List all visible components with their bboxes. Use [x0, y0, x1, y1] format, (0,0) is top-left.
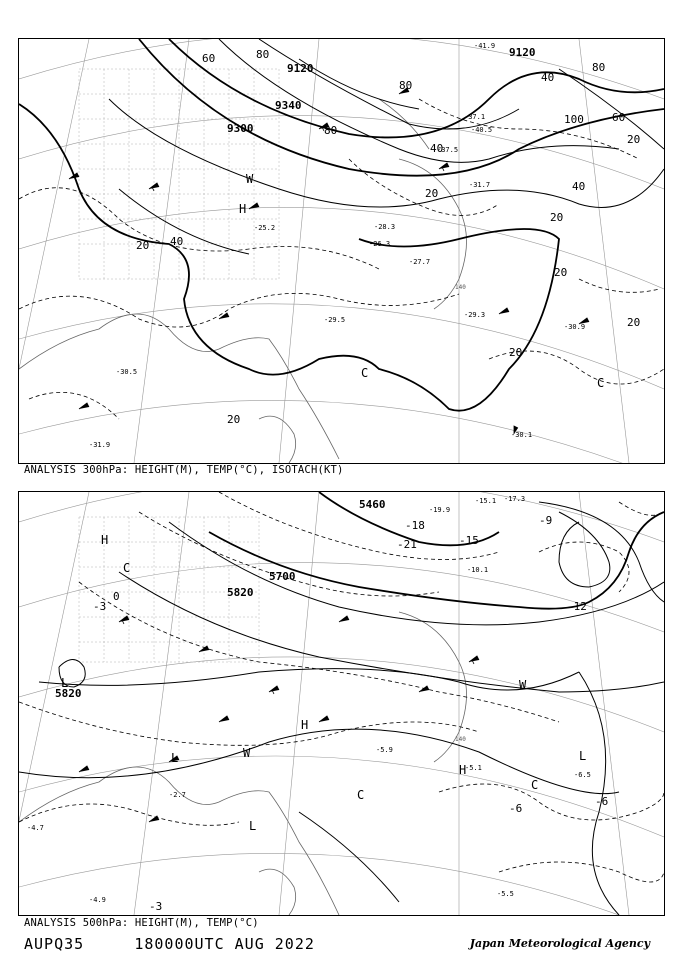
temp-labels-500	[93, 514, 608, 913]
isotach-label: 80	[324, 124, 338, 137]
temp-sample: -37.5	[437, 146, 459, 154]
caption-500hpa: ANALYSIS 500hPa: HEIGHT(M), TEMP(°C)	[24, 917, 259, 929]
isotach-label: 20	[425, 187, 439, 200]
height-labels-500	[55, 498, 386, 700]
temp-sample: -5.1	[465, 764, 482, 772]
map-500hpa-svg	[19, 492, 664, 915]
isotach-labels-300	[136, 48, 640, 426]
valid-time: 180000UTC AUG 2022	[134, 935, 315, 953]
pressure-centers-500	[61, 533, 586, 833]
temp-sample: -28.3	[374, 223, 396, 231]
temp-sample: -30.5	[116, 368, 138, 376]
temp-sample: -40.5	[471, 126, 493, 134]
agency-name: Japan Meteorological Agency	[469, 937, 650, 950]
wind-barbs-300	[69, 88, 589, 434]
warm-center-marker: W	[519, 678, 527, 692]
isotach-label: 60	[202, 52, 216, 65]
cold-center-marker: C	[531, 778, 539, 792]
temp-sample: -5.5	[497, 890, 514, 898]
temp-sample: -5.9	[376, 746, 393, 754]
isotach-label: 20	[627, 316, 641, 329]
longitude-mark-500: 140	[455, 736, 466, 743]
temp-sample: -6.5	[574, 771, 591, 779]
temp-sample: -29.5	[324, 316, 346, 324]
isotach-label: 20	[550, 211, 564, 224]
temp-sample: -2.7	[169, 791, 186, 799]
isotherm-label: -6	[509, 802, 523, 815]
height-label-5700: 5700	[269, 570, 296, 583]
temp-sample: -25.2	[254, 224, 276, 232]
temp-sample: -26.3	[369, 240, 391, 248]
thin-contours-500	[19, 502, 664, 915]
pressure-centers-300	[239, 172, 604, 390]
isotach-label: 20	[554, 266, 568, 279]
isotach-label: 40	[572, 180, 586, 193]
graticule-300	[19, 39, 664, 463]
isotachs-300	[109, 39, 664, 254]
temp-sample: -17.3	[504, 495, 526, 503]
map-panel-300hpa	[18, 38, 665, 464]
temp-sample: -19.9	[429, 506, 451, 514]
height-contours-300	[19, 39, 664, 411]
high-center-marker: H	[301, 718, 309, 732]
cold-center-marker: C	[123, 561, 131, 575]
warm-center-marker: W	[246, 172, 254, 186]
isotach-label: 20	[509, 346, 523, 359]
height-label-9300: 9300	[227, 122, 254, 135]
isotach-label: 80	[399, 79, 413, 92]
low-center-marker: L	[249, 819, 257, 833]
coastline-500	[19, 612, 467, 915]
temp-sample: -31.9	[89, 441, 111, 449]
height-label-9340: 9340	[275, 99, 302, 112]
isotherm-label: -3	[93, 600, 107, 613]
temp-sample: -31.7	[469, 181, 491, 189]
temp-sample: -29.3	[464, 311, 486, 319]
low-center-marker: L	[579, 749, 587, 763]
longitude-mark-300: 140	[455, 284, 466, 291]
isotherm-label: -12	[567, 600, 587, 613]
isotherm-label: -18	[405, 519, 425, 532]
high-center-marker: H	[239, 202, 247, 216]
high-center-marker: H	[101, 533, 109, 547]
isotach-label: 60	[612, 111, 626, 124]
temp-sample: -15.1	[475, 497, 497, 505]
low-center-marker: L	[61, 676, 69, 690]
cold-center-marker: C	[361, 366, 369, 380]
graticule-500	[19, 492, 664, 915]
isotach-label: 80	[256, 48, 270, 61]
height-labels-300	[227, 46, 536, 135]
isotherm-label: -21	[397, 538, 417, 551]
temp-sample: -30.9	[564, 323, 586, 331]
temp-sample: -37.1	[464, 113, 486, 121]
temp-samples-500	[27, 495, 591, 904]
map-panel-500hpa	[18, 491, 665, 916]
isotach-label: 40	[170, 235, 184, 248]
height-label-9120-a: 9120	[287, 62, 314, 75]
isotach-label: 40	[430, 142, 444, 155]
temp-sample: -4.9	[89, 896, 106, 904]
isotherm-label: 0	[113, 590, 120, 603]
cold-center-marker: C	[597, 376, 605, 390]
chart-id: AUPQ35	[24, 935, 85, 953]
temp-sample: -10.1	[467, 566, 489, 574]
temp-samples-300	[89, 42, 585, 449]
warm-center-marker: W	[243, 746, 251, 760]
isotherms-500	[19, 492, 664, 882]
height-label-5460: 5460	[359, 498, 386, 511]
isotach-label: 20	[627, 133, 641, 146]
isotherm-label: -15	[459, 534, 479, 547]
isotach-label: 100	[564, 113, 584, 126]
caption-300hpa: ANALYSIS 300hPa: HEIGHT(M), TEMP(°C), ISOTACH(KT)	[24, 464, 344, 476]
height-label-5820-a: 5820	[227, 586, 254, 599]
map-300hpa-svg	[19, 39, 664, 463]
temp-sample: -30.1	[511, 431, 533, 439]
temp-sample: -41.9	[474, 42, 496, 50]
cold-center-marker: C	[357, 788, 365, 802]
low-center-marker: L	[171, 751, 179, 765]
high-center-marker: H	[459, 763, 467, 777]
temp-sample: -4.7	[27, 824, 44, 832]
isotach-label: 80	[592, 61, 606, 74]
isotach-label: 20	[227, 413, 241, 426]
chart-footer-id	[24, 935, 315, 953]
height-label-5820-b: 5820	[55, 687, 82, 700]
temp-sample: -27.7	[409, 258, 431, 266]
isotach-label: 20	[136, 239, 150, 252]
isotherm-label: -9	[539, 514, 553, 527]
isotach-label: 40	[541, 71, 555, 84]
isotherm-label: -3	[149, 900, 163, 913]
isotherm-label: -6	[595, 795, 609, 808]
height-label-9120-b: 9120	[509, 46, 536, 59]
